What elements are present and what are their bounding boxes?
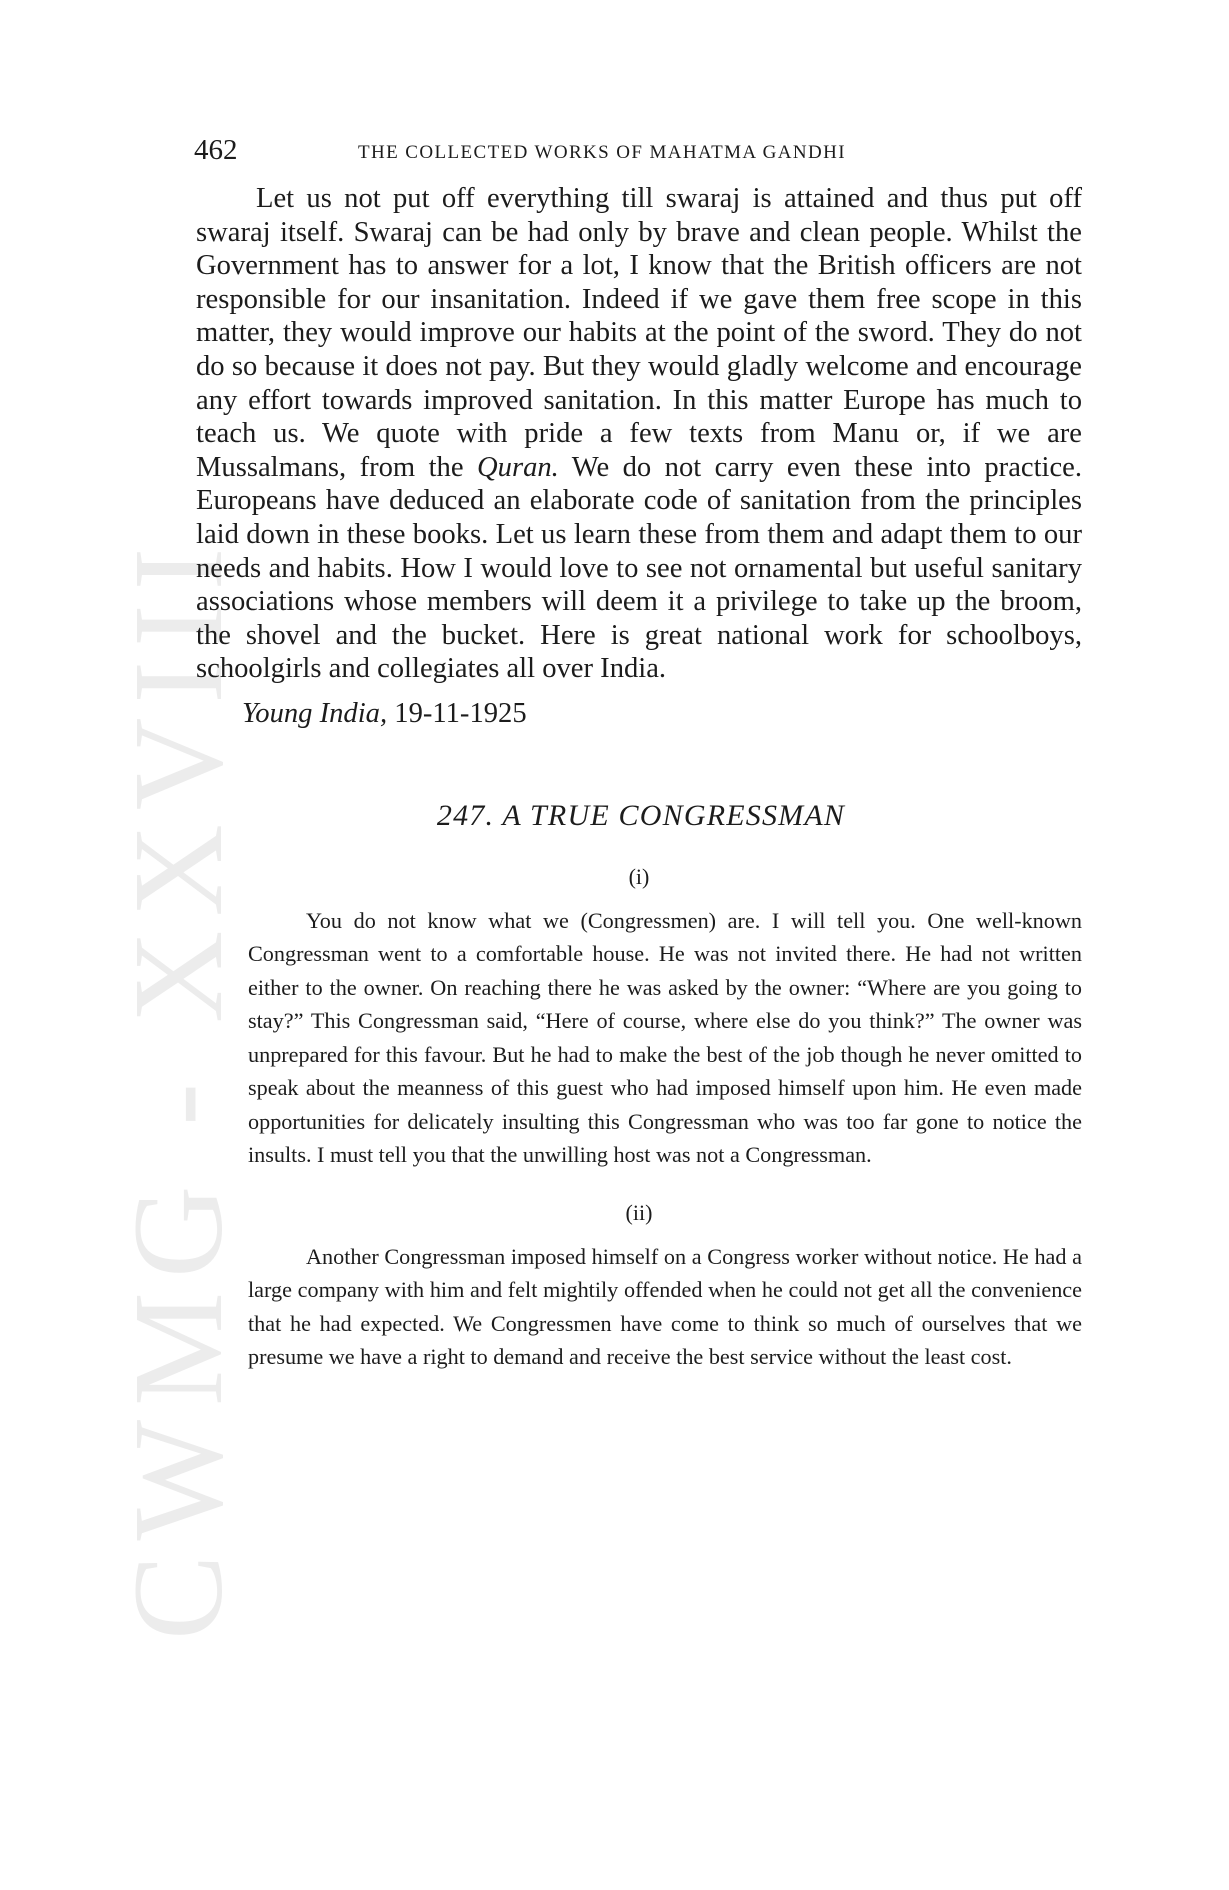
page-body: [196, 182, 1082, 1374]
citation-source: Young India,: [242, 697, 388, 729]
subsection-text-ii: Another Congressman imposed himself on a Congress worker without notice. He had a large company with him and felt mightily offended when he could not get all the convenience that he had expected. We Congressmen have come to think so much of ourselves that we presume we have a right to demand and receive the best service without the least cost.: [248, 1243, 1082, 1370]
quran-title: Quran.: [477, 451, 559, 483]
subsection-label-ii: (ii): [625, 1199, 653, 1225]
paragraph-text-part-1: Let us not put off everything till swaraj is attained and thus put off swaraj itself. Swaraj can be had only by brave and clean people. Whilst the Government has to answer for a lot, I know that the British officers are not responsible for our insanitation. Indeed if we gave them free scope in this matter, they would improve our habits at the point of the sword. They do not do so because it does not pay. But they would gladly welcome and encourage any effort towards improved sanitation. In this matter Europe has much to teach us. We quote with pride a few texts from Manu or, if we are Mussalmans, from the: [196, 183, 1082, 483]
subsection-label-i: (i): [628, 863, 650, 889]
body-paragraph: [196, 182, 1082, 686]
source-citation: [242, 696, 1082, 732]
subsection-text-i: You do not know what we (Congressmen) are. I will tell you. One well-known Congressman went to a comfortable house. He was not invited there. He had not written either to the owner. On reaching there he was asked by the owner: “Where are you going to stay?” This Congressman said, “Here of course, where else do you think?” The owner was unprepared for this favour. But he had to make the best of the job though he never omitted to speak about the meanness of this guest who had imposed himself upon him. He even made opportunities for delicately insulting this Congressman who was too far gone to notice the insults. I must tell you that the unwilling host was not a Congressman.: [248, 907, 1082, 1168]
page-header: [194, 130, 1080, 170]
paragraph-text-part-2: We do not carry even these into practice. Europeans have deduced an elaborate code of sanitation from the principles laid down in these books. Let us learn these from them and adapt them to our needs and habits. How I would love to see not ornamental but useful sanitary associations whose members will deem it a privilege to take up the broom, the shovel and the bucket. Here is great national work for schoolboys, schoolgirls and collegiates all over India.: [196, 451, 1083, 685]
section-title: 247. A TRUE CONGRESSMAN: [436, 798, 846, 832]
citation-date: 19-11-1925: [394, 697, 527, 729]
watermark: CWMG - XXVIII: [107, 533, 249, 1640]
running-title: THE COLLECTED WORKS OF MAHATMA GANDHI: [358, 142, 846, 163]
page-number: 462: [194, 134, 238, 166]
